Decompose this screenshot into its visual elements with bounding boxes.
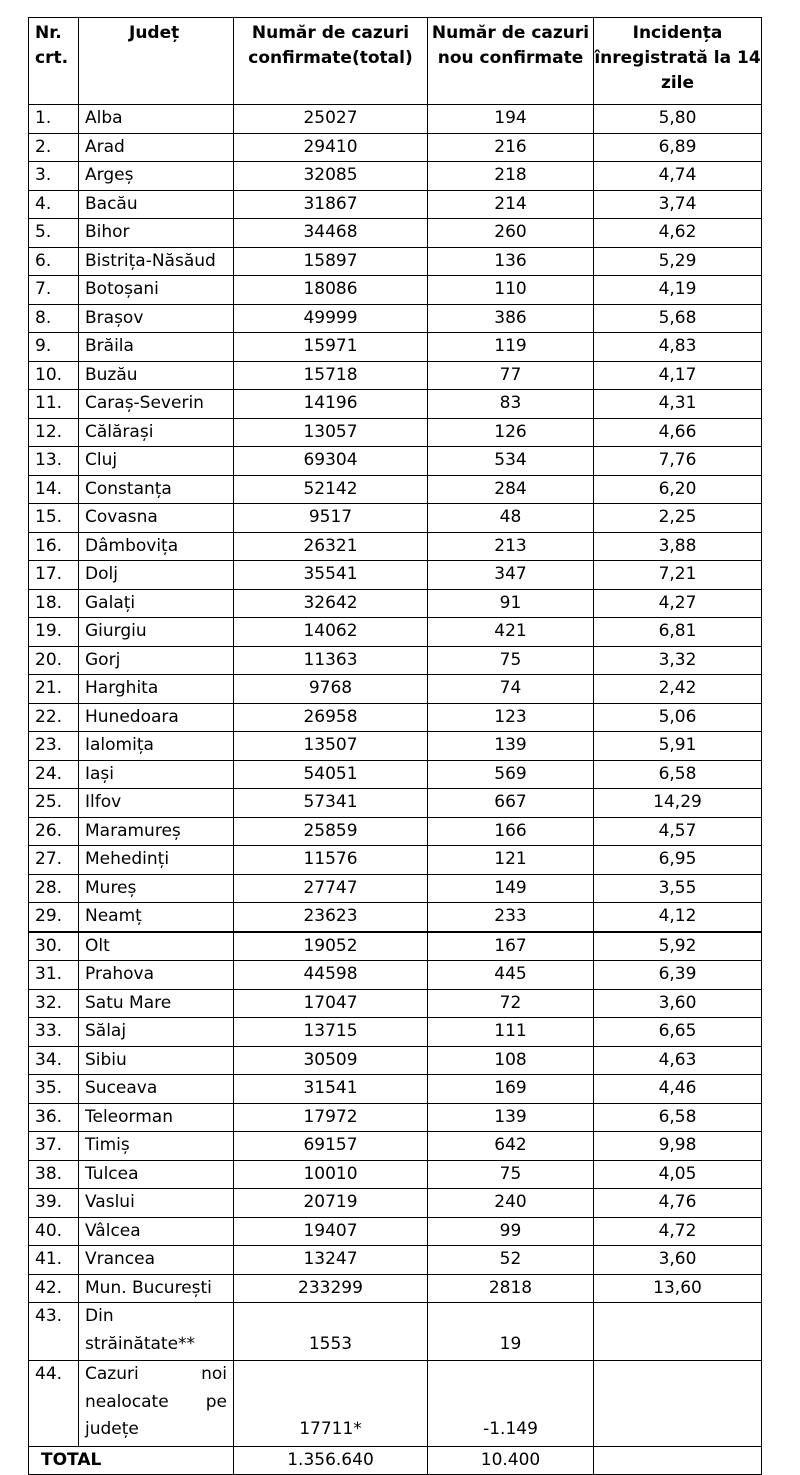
row-total: 25027 <box>234 105 428 134</box>
row-new: 136 <box>428 247 594 276</box>
row-total: 26958 <box>234 703 428 732</box>
row-new: 2818 <box>428 1274 594 1303</box>
row-name: Timiș <box>79 1132 234 1161</box>
total-cases: 1.356.640 <box>234 1446 428 1475</box>
row-name: Alba <box>79 105 234 134</box>
row-name: Teleorman <box>79 1103 234 1132</box>
row-nr: 32. <box>29 989 79 1018</box>
row-incidence: 5,29 <box>594 247 762 276</box>
row-new: 260 <box>428 219 594 248</box>
table-row <box>29 874 762 903</box>
row-nr: 19. <box>29 618 79 647</box>
row-incidence: 5,80 <box>594 105 762 134</box>
row-new: 48 <box>428 504 594 533</box>
row-new: 75 <box>428 646 594 675</box>
row-incidence: 3,60 <box>594 1246 762 1275</box>
row-new: 218 <box>428 162 594 191</box>
row-incidence: 13,60 <box>594 1274 762 1303</box>
row-name: Arad <box>79 133 234 162</box>
table-row <box>29 1160 762 1189</box>
row-total: 52142 <box>234 475 428 504</box>
row-total: 14062 <box>234 618 428 647</box>
row-nr: 20. <box>29 646 79 675</box>
table-row <box>29 532 762 561</box>
row-total: 1553 <box>234 1303 428 1361</box>
row-total: 17711* <box>234 1361 428 1447</box>
row-new: 166 <box>428 817 594 846</box>
table-row <box>29 190 762 219</box>
table-body <box>29 105 762 1475</box>
table-row <box>29 390 762 419</box>
row-name: Cluj <box>79 447 234 476</box>
row-incidence: 3,74 <box>594 190 762 219</box>
row-name: Dâmbovița <box>79 532 234 561</box>
row-nr: 27. <box>29 846 79 875</box>
row-incidence: 4,17 <box>594 361 762 390</box>
row-incidence: 4,76 <box>594 1189 762 1218</box>
row-incidence: 6,81 <box>594 618 762 647</box>
table-row <box>29 989 762 1018</box>
table-row <box>29 1046 762 1075</box>
row-new: 119 <box>428 333 594 362</box>
row-name: Harghita <box>79 675 234 704</box>
row-incidence: 5,92 <box>594 932 762 961</box>
row-name <box>79 1361 234 1447</box>
row-nr: 33. <box>29 1018 79 1047</box>
row-new: 72 <box>428 989 594 1018</box>
row-nr: 8. <box>29 304 79 333</box>
table-row <box>29 304 762 333</box>
row-nr: 30. <box>29 932 79 961</box>
row-nr: 6. <box>29 247 79 276</box>
row-total: 17047 <box>234 989 428 1018</box>
table-row <box>29 105 762 134</box>
table-row <box>29 1274 762 1303</box>
row-incidence: 14,29 <box>594 789 762 818</box>
row-incidence: 3,32 <box>594 646 762 675</box>
row-nr: 39. <box>29 1189 79 1218</box>
header-total-cases: Număr de cazuri confirmate(total) <box>234 18 428 105</box>
table-row <box>29 618 762 647</box>
row-incidence: 4,66 <box>594 418 762 447</box>
table-row <box>29 333 762 362</box>
row-incidence: 3,55 <box>594 874 762 903</box>
row-incidence: 2,42 <box>594 675 762 704</box>
row-name-line: Din <box>85 1306 114 1326</box>
row-name-line: județe <box>85 1419 139 1439</box>
row-incidence: 4,72 <box>594 1217 762 1246</box>
row-new: 194 <box>428 105 594 134</box>
row-name: Bistrița-Năsăud <box>79 247 234 276</box>
row-nr: 22. <box>29 703 79 732</box>
row-incidence: 6,58 <box>594 760 762 789</box>
row-nr: 29. <box>29 903 79 932</box>
row-nr: 38. <box>29 1160 79 1189</box>
row-name: Bacău <box>79 190 234 219</box>
table-row <box>29 276 762 305</box>
row-new: 52 <box>428 1246 594 1275</box>
row-new: 233 <box>428 903 594 932</box>
row-incidence: 4,83 <box>594 333 762 362</box>
row-name: Mehedinți <box>79 846 234 875</box>
table-row <box>29 447 762 476</box>
row-nr: 18. <box>29 589 79 618</box>
row-nr: 1. <box>29 105 79 134</box>
table-row <box>29 1075 762 1104</box>
header-judet: Județ <box>79 18 234 105</box>
row-new: 83 <box>428 390 594 419</box>
row-new: 534 <box>428 447 594 476</box>
row-total: 26321 <box>234 532 428 561</box>
row-nr: 13. <box>29 447 79 476</box>
row-name: Gorj <box>79 646 234 675</box>
row-new: -1.149 <box>428 1361 594 1447</box>
table-row-unallocated <box>29 1361 762 1447</box>
row-new: 91 <box>428 589 594 618</box>
row-name: Olt <box>79 932 234 961</box>
row-incidence: 6,20 <box>594 475 762 504</box>
total-new-cases: 10.400 <box>428 1446 594 1475</box>
row-new: 99 <box>428 1217 594 1246</box>
row-total: 13057 <box>234 418 428 447</box>
row-incidence: 5,91 <box>594 732 762 761</box>
row-incidence: 5,68 <box>594 304 762 333</box>
row-new: 216 <box>428 133 594 162</box>
row-name: Constanța <box>79 475 234 504</box>
row-new: 19 <box>428 1303 594 1361</box>
row-incidence: 4,74 <box>594 162 762 191</box>
row-total: 13507 <box>234 732 428 761</box>
table-row <box>29 247 762 276</box>
row-name: Satu Mare <box>79 989 234 1018</box>
row-incidence <box>594 1361 762 1447</box>
row-incidence: 6,65 <box>594 1018 762 1047</box>
row-nr: 23. <box>29 732 79 761</box>
row-name: Brăila <box>79 333 234 362</box>
row-nr: 26. <box>29 817 79 846</box>
row-total: 13715 <box>234 1018 428 1047</box>
row-incidence: 6,58 <box>594 1103 762 1132</box>
table-row <box>29 1018 762 1047</box>
row-total: 30509 <box>234 1046 428 1075</box>
row-total: 17972 <box>234 1103 428 1132</box>
row-new: 284 <box>428 475 594 504</box>
row-name: Vâlcea <box>79 1217 234 1246</box>
row-new: 75 <box>428 1160 594 1189</box>
row-total: 23623 <box>234 903 428 932</box>
table-row <box>29 703 762 732</box>
row-incidence: 5,06 <box>594 703 762 732</box>
row-total: 233299 <box>234 1274 428 1303</box>
row-nr: 37. <box>29 1132 79 1161</box>
table-row <box>29 932 762 961</box>
row-incidence: 2,25 <box>594 504 762 533</box>
row-incidence: 6,39 <box>594 961 762 990</box>
table-row <box>29 817 762 846</box>
row-nr: 31. <box>29 961 79 990</box>
row-total: 15897 <box>234 247 428 276</box>
row-new: 77 <box>428 361 594 390</box>
row-new: 667 <box>428 789 594 818</box>
row-total: 11363 <box>234 646 428 675</box>
row-nr: 7. <box>29 276 79 305</box>
row-name <box>79 1303 234 1361</box>
row-name: Ilfov <box>79 789 234 818</box>
table-row <box>29 589 762 618</box>
table-row <box>29 789 762 818</box>
row-nr: 35. <box>29 1075 79 1104</box>
row-total: 69304 <box>234 447 428 476</box>
row-name: Covasna <box>79 504 234 533</box>
row-name: Vaslui <box>79 1189 234 1218</box>
row-new: 386 <box>428 304 594 333</box>
row-nr: 21. <box>29 675 79 704</box>
row-total: 31541 <box>234 1075 428 1104</box>
row-nr: 24. <box>29 760 79 789</box>
row-total: 20719 <box>234 1189 428 1218</box>
row-total: 14196 <box>234 390 428 419</box>
row-nr: 42. <box>29 1274 79 1303</box>
row-incidence: 7,76 <box>594 447 762 476</box>
table-row <box>29 846 762 875</box>
row-nr: 15. <box>29 504 79 533</box>
header-row <box>29 18 762 105</box>
row-nr: 4. <box>29 190 79 219</box>
row-nr: 2. <box>29 133 79 162</box>
row-name: Sibiu <box>79 1046 234 1075</box>
row-nr: 16. <box>29 532 79 561</box>
table-row <box>29 418 762 447</box>
row-total: 31867 <box>234 190 428 219</box>
row-new: 126 <box>428 418 594 447</box>
row-new: 149 <box>428 874 594 903</box>
row-total: 15718 <box>234 361 428 390</box>
row-nr: 36. <box>29 1103 79 1132</box>
row-name: Botoșani <box>79 276 234 305</box>
row-total: 19052 <box>234 932 428 961</box>
total-incidence <box>594 1446 762 1475</box>
table-row <box>29 646 762 675</box>
row-nr: 3. <box>29 162 79 191</box>
row-new: 121 <box>428 846 594 875</box>
row-name: Bihor <box>79 219 234 248</box>
row-incidence <box>594 1303 762 1361</box>
row-new: 347 <box>428 561 594 590</box>
row-total: 25859 <box>234 817 428 846</box>
row-incidence: 4,63 <box>594 1046 762 1075</box>
table-row <box>29 675 762 704</box>
row-new: 108 <box>428 1046 594 1075</box>
row-new: 445 <box>428 961 594 990</box>
header-new-cases: Număr de cazuri nou confirmate <box>428 18 594 105</box>
row-total: 49999 <box>234 304 428 333</box>
row-name-line: străinătate** <box>85 1333 196 1354</box>
row-name: Tulcea <box>79 1160 234 1189</box>
row-new: 240 <box>428 1189 594 1218</box>
row-name: Mureș <box>79 874 234 903</box>
row-new: 139 <box>428 1103 594 1132</box>
table-row <box>29 1217 762 1246</box>
row-nr: 11. <box>29 390 79 419</box>
row-incidence: 4,46 <box>594 1075 762 1104</box>
row-name: Caraș-Severin <box>79 390 234 419</box>
row-incidence: 4,05 <box>594 1160 762 1189</box>
table-row-total <box>29 1446 762 1475</box>
row-name: Prahova <box>79 961 234 990</box>
row-incidence: 4,57 <box>594 817 762 846</box>
table-row <box>29 760 762 789</box>
row-new: 123 <box>428 703 594 732</box>
table-row <box>29 961 762 990</box>
row-nr: 5. <box>29 219 79 248</box>
row-new: 167 <box>428 932 594 961</box>
row-new: 139 <box>428 732 594 761</box>
row-total: 69157 <box>234 1132 428 1161</box>
row-new: 111 <box>428 1018 594 1047</box>
row-nr: 17. <box>29 561 79 590</box>
row-new: 569 <box>428 760 594 789</box>
row-total: 32085 <box>234 162 428 191</box>
total-label: TOTAL <box>29 1446 234 1475</box>
row-new: 214 <box>428 190 594 219</box>
row-incidence: 3,88 <box>594 532 762 561</box>
table-row <box>29 133 762 162</box>
row-nr: 12. <box>29 418 79 447</box>
row-incidence: 9,98 <box>594 1132 762 1161</box>
row-name: Neamț <box>79 903 234 932</box>
table-row <box>29 361 762 390</box>
header-incidence: Incidența înregistrată la 14 zile <box>594 18 762 105</box>
row-incidence: 7,21 <box>594 561 762 590</box>
row-new: 110 <box>428 276 594 305</box>
row-name: Giurgiu <box>79 618 234 647</box>
row-total: 54051 <box>234 760 428 789</box>
table-row <box>29 561 762 590</box>
table-row <box>29 732 762 761</box>
table-row <box>29 1132 762 1161</box>
row-total: 15971 <box>234 333 428 362</box>
row-new: 642 <box>428 1132 594 1161</box>
row-name: Vrancea <box>79 1246 234 1275</box>
row-nr: 9. <box>29 333 79 362</box>
row-nr: 10. <box>29 361 79 390</box>
row-total: 9517 <box>234 504 428 533</box>
row-total: 11576 <box>234 846 428 875</box>
table-row <box>29 1103 762 1132</box>
row-new: 169 <box>428 1075 594 1104</box>
table-row <box>29 1189 762 1218</box>
row-total: 13247 <box>234 1246 428 1275</box>
row-total: 10010 <box>234 1160 428 1189</box>
row-new: 213 <box>428 532 594 561</box>
row-total: 27747 <box>234 874 428 903</box>
table-row <box>29 1246 762 1275</box>
row-nr: 40. <box>29 1217 79 1246</box>
covid-cases-table <box>28 17 762 1475</box>
row-total: 34468 <box>234 219 428 248</box>
row-name: Argeș <box>79 162 234 191</box>
table-row <box>29 504 762 533</box>
row-nr: 43. <box>29 1303 79 1361</box>
row-incidence: 3,60 <box>594 989 762 1018</box>
row-incidence: 4,62 <box>594 219 762 248</box>
row-total: 29410 <box>234 133 428 162</box>
row-nr: 34. <box>29 1046 79 1075</box>
row-name: Dolj <box>79 561 234 590</box>
row-incidence: 4,19 <box>594 276 762 305</box>
table-row <box>29 219 762 248</box>
row-incidence: 4,31 <box>594 390 762 419</box>
row-name: Călărași <box>79 418 234 447</box>
row-total: 44598 <box>234 961 428 990</box>
row-name: Maramureș <box>79 817 234 846</box>
row-nr: 41. <box>29 1246 79 1275</box>
table-row <box>29 475 762 504</box>
table-row <box>29 162 762 191</box>
row-nr: 44. <box>29 1361 79 1447</box>
row-nr: 14. <box>29 475 79 504</box>
row-name: Hunedoara <box>79 703 234 732</box>
row-nr: 25. <box>29 789 79 818</box>
row-name: Sălaj <box>79 1018 234 1047</box>
row-total: 57341 <box>234 789 428 818</box>
row-new: 74 <box>428 675 594 704</box>
row-incidence: 4,27 <box>594 589 762 618</box>
row-total: 35541 <box>234 561 428 590</box>
row-total: 9768 <box>234 675 428 704</box>
row-name: Galați <box>79 589 234 618</box>
row-name: Buzău <box>79 361 234 390</box>
row-total: 32642 <box>234 589 428 618</box>
row-name-line: Cazuri noi <box>85 1364 227 1384</box>
row-name: Iași <box>79 760 234 789</box>
row-name: Ialomița <box>79 732 234 761</box>
row-incidence: 6,95 <box>594 846 762 875</box>
table-row-abroad <box>29 1303 762 1361</box>
row-name: Suceava <box>79 1075 234 1104</box>
row-new: 421 <box>428 618 594 647</box>
row-incidence: 4,12 <box>594 903 762 932</box>
header-nr: Nr. crt. <box>29 18 79 105</box>
row-total: 18086 <box>234 276 428 305</box>
row-name: Brașov <box>79 304 234 333</box>
row-name-line: nealocate pe <box>85 1391 227 1412</box>
row-name: Mun. București <box>79 1274 234 1303</box>
row-nr: 28. <box>29 874 79 903</box>
row-total: 19407 <box>234 1217 428 1246</box>
table-row <box>29 903 762 932</box>
row-incidence: 6,89 <box>594 133 762 162</box>
